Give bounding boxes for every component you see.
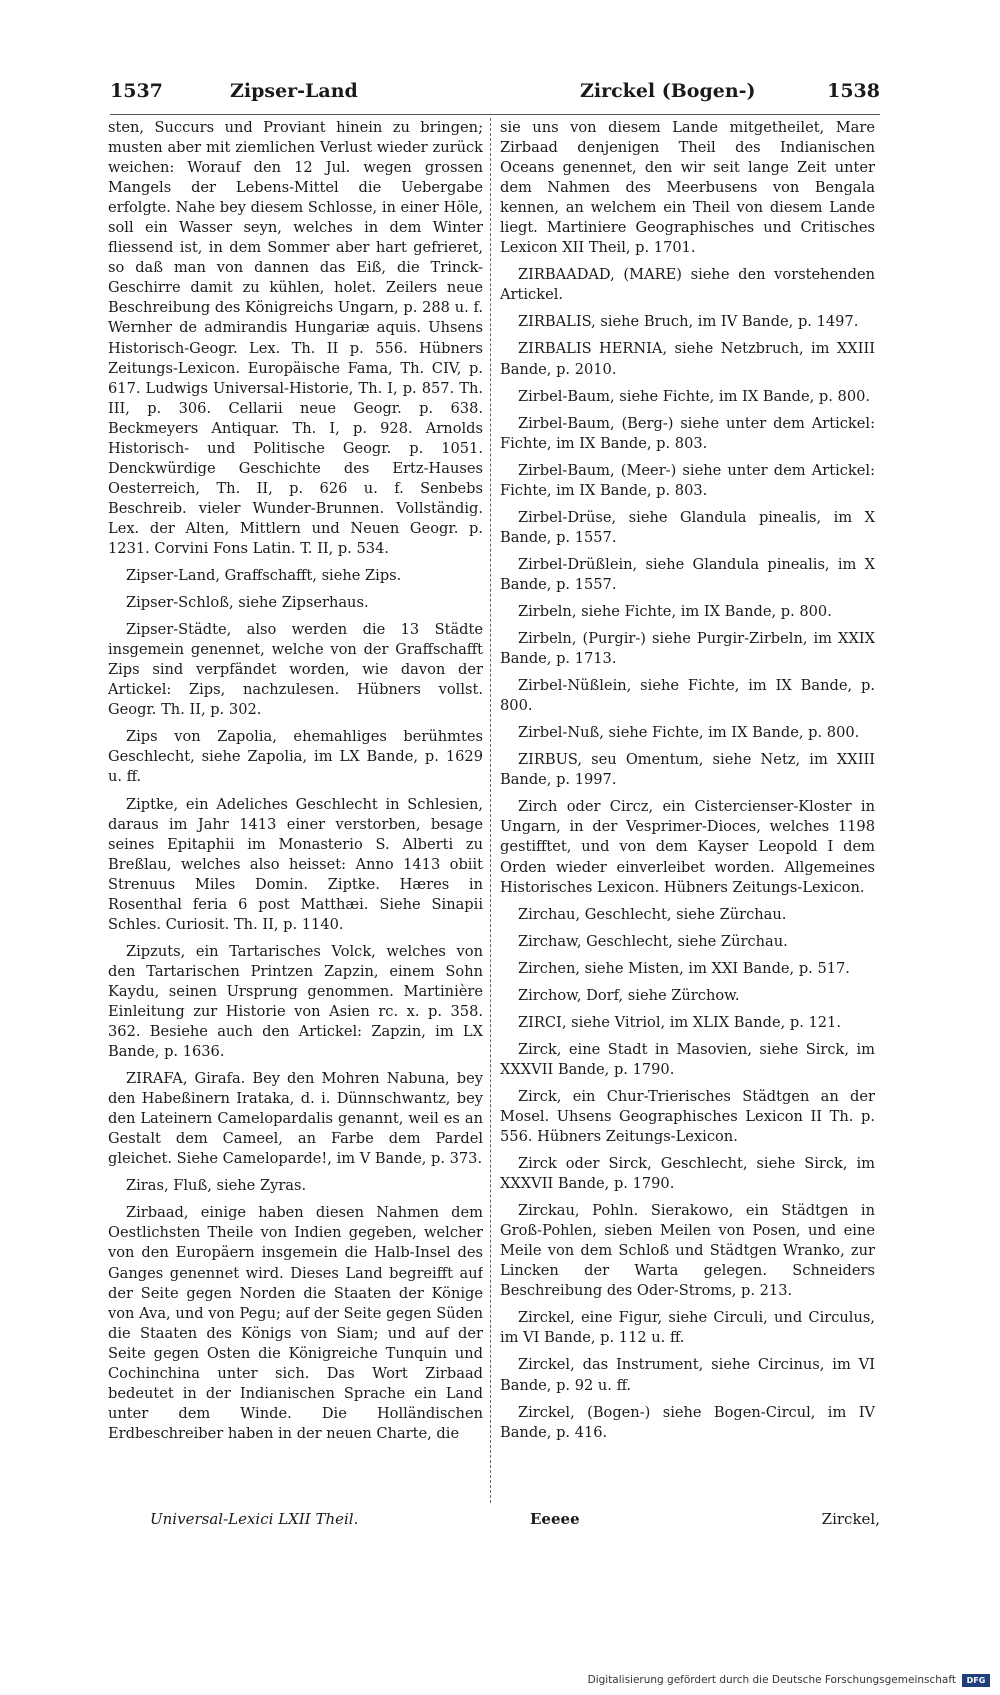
lexicon-entry: Zirbaad, einige haben diesen Nahmen dem Oestlichsten Theile von Indien gegeben, welcher von den Europäern insgemein die Halb-Insel des Ganges genennet wird. Dieses Land begreifft auf der Seite gegen Norden die Staaten der Könige von Ava, und von Pegu; auf der Seite gegen Süden die Staaten des Königs von Siam; und auf der Seite gegen Osten die Königreiche Tunquin und Cochinchina unter sich. Das Wort Zirbaad bedeutet in der Indianischen Sprache ein Land unter dem Winde. Die Holländischen Erdbeschreiber haben in der neuen Charte, die [108, 1204, 483, 1442]
lexicon-entry: Zipser-Städte, also werden die 13 Städte insgemein genennet, welche von der Graffschafft Zips sind verpfändet worden, wie davon der Artickel: Zips, nachzulesen. Hübners vollst. Geogr. Th. II, p. 302. [108, 621, 483, 719]
page-number-left: 1537 [110, 80, 163, 102]
lexicon-entry: Zirbel-Nüßlein, siehe Fichte, im IX Bande, p. 800. [500, 677, 875, 715]
lexicon-entry: Zirbeln, siehe Fichte, im IX Bande, p. 800. [518, 602, 832, 620]
attribution-text: Digitalisierung gefördert durch die Deutsche Forschungsgemeinschaft [587, 1674, 956, 1686]
quire-mark: Eeeee [530, 1510, 580, 1528]
page-footer [100, 1510, 880, 1540]
column-divider [490, 118, 491, 1503]
lexicon-entry: Zirbel-Drüse, siehe Glandula pinealis, im X Bande, p. 1557. [500, 508, 875, 546]
lexicon-entry: Zirck, eine Stadt in Masovien, siehe Sirck, im XXXVII Bande, p. 1790. [500, 1040, 875, 1078]
lexicon-entry: Zirbel-Drüßlein, siehe Glandula pinealis, im X Bande, p. 1557. [500, 555, 875, 593]
page-number-right: 1538 [827, 80, 880, 102]
dfg-attribution [588, 1671, 990, 1689]
header-rule [110, 114, 880, 115]
lexicon-entry: Zirchaw, Geschlecht, siehe Zürchau. [518, 932, 788, 950]
lexicon-entry: ZIRBAADAD, (MARE) siehe den vorstehenden Artickel. [500, 266, 875, 304]
lexicon-entry: Zirck, ein Chur-Trierisches Städtgen an der Mosel. Uhsens Geographisches Lexicon II Th. p. 556. Hübners Zeitungs-Lexicon. [500, 1087, 875, 1146]
lexicon-entry: ZIRBUS, seu Omentum, siehe Netz, im XXIII Bande, p. 1997. [500, 751, 875, 789]
lexicon-entry: Zirbeln, (Purgir-) siehe Purgir-Zirbeln, im XXIX Bande, p. 1713. [500, 630, 875, 668]
continued-text: sie uns von diesem Lande mitgetheilet, Mare Zirbaad denjenigen Theil des Indianischen Oceans genennet, den wir seit lange Zeit unter dem Nahmen des Meerbusens von Bengala kennen, an welchem ein Theil von diesem Lande liegt. Martiniere Geographisches und Critisches Lexicon XII Theil, p. 1701. [500, 119, 875, 257]
lexicon-entry: Zirckel, (Bogen-) siehe Bogen-Circul, im IV Bande, p. 416. [500, 1403, 875, 1441]
dfg-logo: DFG [962, 1674, 990, 1687]
running-head-right: Zirckel (Bogen-) [580, 80, 756, 102]
lexicon-entry: Zirckau, Pohln. Sierakowo, ein Städtgen in Groß-Pohlen, sieben Meilen von Posen, und eine Meile von dem Schloß und Städtgen Wranko, zur Lincken der Warta gelegen. Schneiders Beschreibung des Oder-Stroms, p. 213. [500, 1202, 875, 1300]
lexicon-entry: ZIRBALIS HERNIA, siehe Netzbruch, im XXIII Bande, p. 2010. [500, 340, 875, 378]
lexicon-entry: ZIRAFA, Girafa. Bey den Mohren Nabuna, bey den Habeßinern Irataka, d. i. Dünnschwantz, bey den Lateinern Camelopardalis genannt, weil es an Gestalt dem Cameel, an Farbe dem Pardel gleichet. Siehe Cameloparde!, im V Bande, p. 373. [108, 1070, 483, 1168]
left-column [108, 118, 483, 1508]
lexicon-entry: Zirbel-Nuß, siehe Fichte, im IX Bande, p. 800. [518, 724, 860, 742]
signature-line: Universal-Lexici LXII Theil. [150, 1510, 359, 1528]
running-head-left: Zipser-Land [230, 80, 358, 102]
lexicon-entry: Zirbel-Baum, (Meer-) siehe unter dem Artickel: Fichte, im IX Bande, p. 803. [500, 461, 875, 499]
lexicon-entry: Zirck oder Sirck, Geschlecht, siehe Sirck, im XXXVII Bande, p. 1790. [500, 1155, 875, 1193]
lexicon-entry: Zipser-Schloß, siehe Zipserhaus. [126, 594, 369, 612]
lexicon-entry: Zirch oder Circz, ein Cistercienser-Kloster in Ungarn, in der Vesprimer-Dioces, welches 1198 gestifftet, und von dem Kayser Leopold I dem Orden wieder einverleibet worden. Allgemeines Historisches Lexicon. Hübners Zeitungs-Lexicon. [500, 798, 875, 896]
lexicon-entry: Zipzuts, ein Tartarisches Volck, welches von den Tartarischen Printzen Zapzin, einem Sohn Kaydu, seinen Ursprung genommen. Martinière Einleitung zur Historie von Asien rc. x. p. 358. 362. Besiehe auch den Artickel: Zapzin, im LX Bande, p. 1636. [108, 942, 483, 1061]
lexicon-entry: Zirbel-Baum, siehe Fichte, im IX Bande, p. 800. [518, 387, 871, 405]
lexicon-entry: Zipser-Land, Graffschafft, siehe Zips. [126, 567, 402, 585]
catchword: Zirckel, [821, 1510, 880, 1528]
lexicon-entry: Zirckel, eine Figur, siehe Circuli, und Circulus, im VI Bande, p. 112 u. ff. [500, 1309, 875, 1347]
lexicon-entry: Ziras, Fluß, siehe Zyras. [126, 1177, 307, 1195]
lexicon-entry: Zirchen, siehe Misten, im XXI Bande, p. 517. [518, 959, 850, 977]
lexicon-entry: ZIRBALIS, siehe Bruch, im IV Bande, p. 1497. [518, 313, 859, 331]
lexicon-entry: Zirchau, Geschlecht, siehe Zürchau. [518, 905, 787, 923]
lexicon-entry: Ziptke, ein Adeliches Geschlecht in Schlesien, daraus im Jahr 1413 einer verstorben, besage seines Epitaphii im Monasterio S. Alberti zu Breßlau, welches also heisset: Anno 1413 obiit Strenuus Miles Domin. Ziptke. Hæres in Rosenthal feria 6 post Matthæi. Siehe Sinapii Schles. Curiosit. Th. II, p. 1140. [108, 795, 483, 933]
lexicon-page [100, 70, 880, 1580]
lexicon-entry: Zirckel, das Instrument, siehe Circinus, im VI Bande, p. 92 u. ff. [500, 1356, 875, 1394]
continued-text: sten, Succurs und Proviant hinein zu bringen; musten aber mit ziemlichen Verlust wieder zurück weichen: Worauf den 12 Jul. wegen grossen Mangels der Lebens-Mittel die Uebergabe erfolgte. Nahe bey diesem Schlosse, in einer Höle, soll ein Wasser seyn, welches in dem Winter fliessend ist, in dem Sommer aber hart gefrieret, so daß man von dannen das Eiß, die Trinck-Geschirre damit zu kühlen, holet. Zeilers neue Beschreibung des Königreichs Ungarn, p. 288 u. f. Wernher de admirandis Hungariæ aquis. Uhsens Historisch-Geogr. Lex. Th. II p. 556. Hübners Zeitungs-Lexicon. Europäische Fama, Th. CIV, p. 617. Ludwigs Universal-Historie, Th. I, p. 857. Th. III, p. 306. Cellarii neue Geogr. p. 638. Beckmeyers Antiquar. Th. I, p. 928. Arnolds Historisch- und Politische Geogr. p. 1051. Denckwürdige Geschichte des Ertz-Hauses Oesterreich, Th. II, p. 626 u. f. Senbebs Beschreib. vieler Wunder-Brunnen. Vollständig. Lex. der Alten, Mittlern und Neuen Geogr. p. 1231. Corvini Fons Latin. T. II, p. 534. [108, 119, 483, 557]
lexicon-entry: Zirchow, Dorf, siehe Zürchow. [518, 986, 740, 1004]
lexicon-entry: Zirbel-Baum, (Berg-) siehe unter dem Artickel: Fichte, im IX Bande, p. 803. [500, 414, 875, 452]
lexicon-entry: ZIRCI, siehe Vitriol, im XLIX Bande, p. 121. [518, 1013, 841, 1031]
lexicon-entry: Zips von Zapolia, ehemahliges berühmtes Geschlecht, siehe Zapolia, im LX Bande, p. 1629 u. ff. [108, 728, 483, 786]
right-column [500, 118, 875, 1508]
